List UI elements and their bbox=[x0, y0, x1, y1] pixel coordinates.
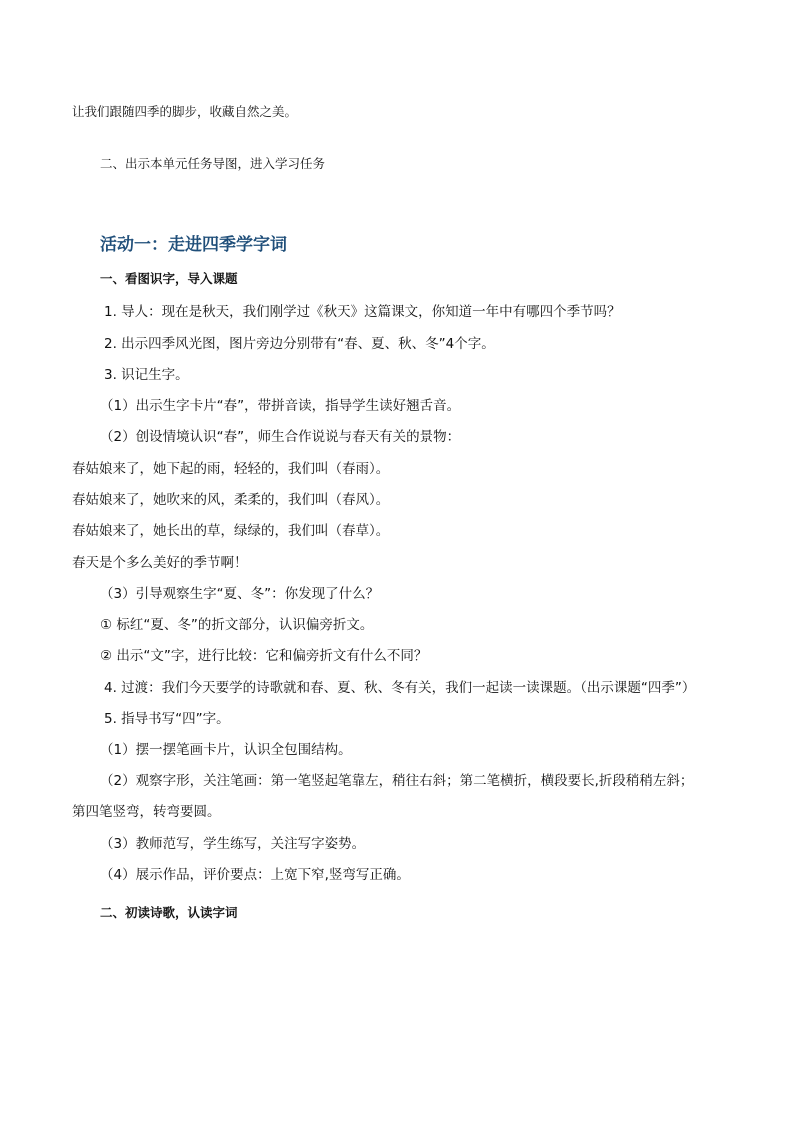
circle-item-2: ② 出示“文”字，进行比较：它和偏旁折文有什么不同？ bbox=[100, 648, 428, 664]
section-two-title: 二、出示本单元任务导图，进入学习任务 bbox=[100, 156, 326, 171]
item-4: 4. 过渡：我们今天要学的诗歌就和春、夏、秋、冬有关，我们一起读一读课题。（出示课题“四季”） bbox=[104, 680, 696, 696]
item-3-2: （2）创设情境认识“春”，师生合作说说与春天有关的景物： bbox=[100, 429, 461, 445]
item-5-2-line-1: （2）观察字形，关注笔画：第一笔竖起笔靠左，稍往右斜；第二笔横折，横段要长,折段稍稍左斜； bbox=[100, 773, 694, 789]
item-1: 1. 导人：现在是秋天，我们刚学过《秋天》这篇课文，你知道一年中有哪四个季节吗？ bbox=[104, 304, 621, 320]
circle-item-1: ① 标红“夏、冬”的折文部分，认识偏旁折文。 bbox=[100, 617, 374, 633]
spring-wind-line: 春姑娘来了，她吹来的风，柔柔的，我们叫（春风）。 bbox=[72, 492, 390, 508]
item-3: 3. 识记生字。 bbox=[104, 367, 189, 383]
item-5: 5. 指导书写“四”字。 bbox=[104, 711, 230, 727]
spring-grass-line: 春姑娘来了，她长出的草，绿绿的，我们叫（春草）。 bbox=[72, 523, 390, 539]
item-3-3: （3）引导观察生字“夏、冬”：你发现了什么？ bbox=[100, 586, 380, 602]
spring-rain-line: 春姑娘来了，她下起的雨，轻轻的，我们叫（春雨）。 bbox=[72, 461, 390, 477]
item-5-2-line-2: 第四笔竖弯，转弯要圆。 bbox=[72, 804, 221, 820]
spring-exclaim-line: 春天是个多么美好的季节啊！ bbox=[72, 555, 248, 571]
item-3-1: （1）出示生字卡片“春”，带拼音读，指导学生读好翘舌音。 bbox=[100, 398, 461, 414]
item-5-4: （4）展示作品，评价要点：上宽下窄,竖弯写正确。 bbox=[100, 867, 410, 883]
item-5-1: （1）摆一摆笔画卡片，认识全包围结构。 bbox=[100, 742, 352, 758]
intro-line: 让我们跟随四季的脚步，收藏自然之美。 bbox=[72, 104, 298, 119]
part-one-title: 一、看图识字，导入课题 bbox=[100, 271, 238, 286]
item-5-3: （3）教师范写，学生练写，关注写字姿势。 bbox=[100, 836, 366, 852]
item-2: 2. 出示四季风光图，图片旁边分别带有“春、夏、秋、冬”4个字。 bbox=[104, 336, 495, 352]
activity-title: 活动一：走进四季学字词 bbox=[100, 235, 287, 255]
part-two-title: 二、初读诗歌，认读字词 bbox=[100, 905, 238, 920]
